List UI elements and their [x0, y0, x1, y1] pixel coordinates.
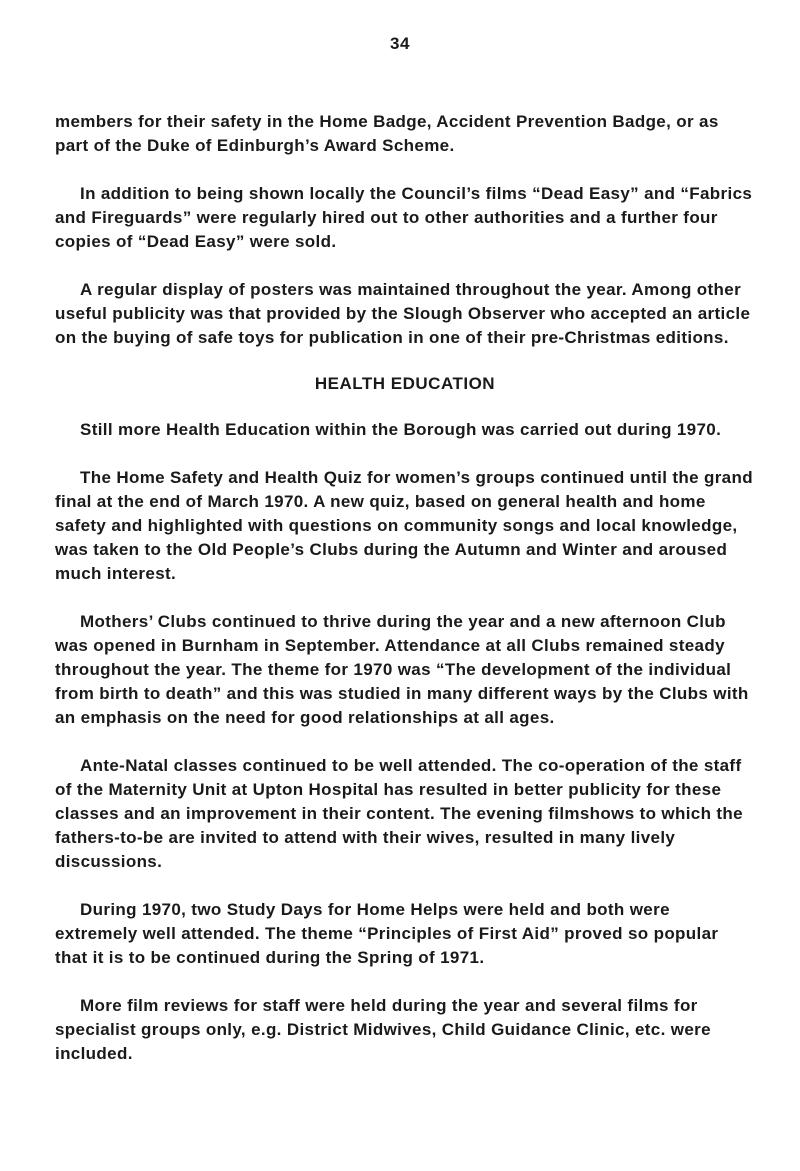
paragraph-ante-natal: Ante-Natal classes continued to be well attended. The co-operation of the staff of the Maternity Unit at Upton Hospital has resulted in better publicity for these classes and an improvement in their content. The evening filmshows to which the fathers-to-be are invited to attend with their wives, resulted in many lively discussions.	[55, 756, 743, 871]
document-body	[55, 110, 755, 1066]
paragraph-posters: A regular display of posters was maintained throughout the year. Among other useful publicity was that provided by the Slough Observer who accepted an article on the buying of safe toys for publication in one of their pre-Christmas editions.	[55, 280, 751, 347]
paragraph-films: In addition to being shown locally the Council’s films “Dead Easy” and “Fabrics and Fireguards” were regularly hired out to other authorities and a further four copies of “Dead Easy” were sold.	[55, 184, 753, 251]
paragraph-study-days: During 1970, two Study Days for Home Helps were held and both were extremely well attended. The theme “Principles of First Aid” proved so popular that it is to be continued during the Spring of 1971.	[55, 900, 719, 967]
paragraph-quiz: The Home Safety and Health Quiz for women’s groups continued until the grand final at the end of March 1970. A new quiz, based on general health and home safety and highlighted with questions on community songs and local knowledge, was taken to the Old People’s Clubs during the Autumn and Winter and aroused much interest.	[55, 468, 753, 583]
page-number: 34	[390, 34, 410, 53]
paragraph-mothers-clubs: Mothers’ Clubs continued to thrive during the year and a new afternoon Club was opened in Burnham in September. Attendance at all Clubs remained steady throughout the year. The theme for 1970 was “The development of the individual from birth to death” and this was studied in many different ways by the Clubs with an emphasis on the need for good relationships at all ages.	[55, 612, 749, 727]
section-heading-health-education: HEALTH EDUCATION	[314, 374, 496, 393]
paragraph-continued: members for their safety in the Home Badge, Accident Prevention Badge, or as part of the Duke of Edinburgh’s Award Scheme.	[55, 112, 719, 155]
paragraph-health-education-intro: Still more Health Education within the Borough was carried out during 1970.	[80, 420, 722, 439]
paragraph-film-reviews: More film reviews for staff were held during the year and several films for specialist groups only, e.g. District Midwives, Child Guidance Clinic, etc. were included.	[55, 996, 711, 1063]
